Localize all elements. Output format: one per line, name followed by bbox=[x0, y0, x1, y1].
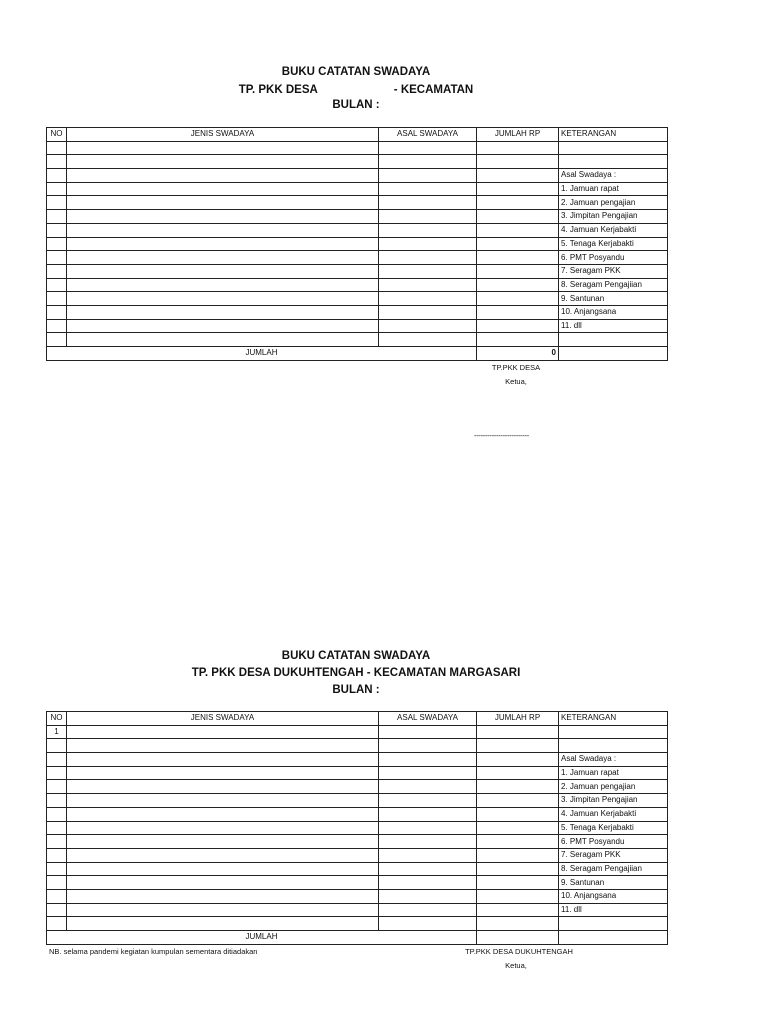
asal-swadaya-cell[interactable] bbox=[379, 169, 477, 183]
row-no-cell[interactable] bbox=[47, 141, 67, 155]
jenis-swadaya-cell[interactable] bbox=[67, 251, 379, 265]
row-no-cell[interactable] bbox=[47, 889, 67, 903]
row-no-cell[interactable] bbox=[47, 753, 67, 767]
jumlah-rp-cell[interactable] bbox=[477, 278, 559, 292]
jumlah-rp-cell[interactable] bbox=[477, 292, 559, 306]
col-header-jenis: JENIS SWADAYA bbox=[67, 712, 379, 726]
jenis-swadaya-cell[interactable] bbox=[67, 780, 379, 794]
row-no-cell[interactable] bbox=[47, 835, 67, 849]
table-header-row bbox=[47, 712, 668, 726]
keterangan-cell[interactable]: 8. Seragam Pengajiian bbox=[559, 278, 668, 292]
jenis-swadaya-cell[interactable] bbox=[67, 876, 379, 890]
signature-role: Ketua, bbox=[505, 961, 527, 970]
table-row bbox=[47, 169, 668, 183]
table-row bbox=[47, 889, 668, 903]
jumlah-rp-cell[interactable] bbox=[477, 917, 559, 931]
col-header-asal: ASAL SWADAYA bbox=[379, 712, 477, 726]
table-row bbox=[47, 780, 668, 794]
keterangan-cell[interactable] bbox=[559, 155, 668, 169]
asal-swadaya-cell[interactable] bbox=[379, 292, 477, 306]
jumlah-rp-cell[interactable] bbox=[477, 182, 559, 196]
asal-swadaya-cell[interactable] bbox=[379, 862, 477, 876]
table-row bbox=[47, 319, 668, 333]
jumlah-rp-cell[interactable] bbox=[477, 739, 559, 753]
total-value bbox=[477, 931, 559, 945]
asal-swadaya-cell[interactable] bbox=[379, 264, 477, 278]
keterangan-cell[interactable]: 2. Jamuan pengajian bbox=[559, 196, 668, 210]
table-row bbox=[47, 766, 668, 780]
jumlah-rp-cell[interactable] bbox=[477, 807, 559, 821]
table-row bbox=[47, 794, 668, 808]
asal-swadaya-cell[interactable] bbox=[379, 141, 477, 155]
jumlah-rp-cell[interactable] bbox=[477, 835, 559, 849]
row-no-cell[interactable]: 1 bbox=[47, 725, 67, 739]
keterangan-cell[interactable]: 2. Jamuan pengajian bbox=[559, 780, 668, 794]
keterangan-cell[interactable]: 11. dll bbox=[559, 319, 668, 333]
table-row bbox=[47, 739, 668, 753]
asal-swadaya-cell[interactable] bbox=[379, 917, 477, 931]
keterangan-cell[interactable] bbox=[559, 917, 668, 931]
row-no-cell[interactable] bbox=[47, 876, 67, 890]
jenis-swadaya-cell[interactable] bbox=[67, 903, 379, 917]
jenis-swadaya-cell[interactable] bbox=[67, 237, 379, 251]
table-row bbox=[47, 305, 668, 319]
jumlah-rp-cell[interactable] bbox=[477, 821, 559, 835]
desa-label: TP. PKK DESA bbox=[238, 84, 318, 96]
bulan-label: BULAN : bbox=[332, 99, 380, 111]
swadaya-table bbox=[46, 127, 668, 361]
jenis-swadaya-cell[interactable] bbox=[67, 725, 379, 739]
table-row bbox=[47, 210, 668, 224]
col-header-keterangan: KETERANGAN bbox=[559, 712, 668, 726]
asal-swadaya-cell[interactable] bbox=[379, 739, 477, 753]
asal-swadaya-cell[interactable] bbox=[379, 780, 477, 794]
jumlah-rp-cell[interactable] bbox=[477, 794, 559, 808]
jumlah-rp-cell[interactable] bbox=[477, 848, 559, 862]
table-row bbox=[47, 917, 668, 931]
asal-swadaya-cell[interactable] bbox=[379, 903, 477, 917]
jenis-swadaya-cell[interactable] bbox=[67, 739, 379, 753]
table-row bbox=[47, 141, 668, 155]
row-no-cell[interactable] bbox=[47, 848, 67, 862]
keterangan-cell[interactable]: 1. Jamuan rapat bbox=[559, 182, 668, 196]
jumlah-rp-cell[interactable] bbox=[477, 305, 559, 319]
jenis-swadaya-cell[interactable] bbox=[67, 835, 379, 849]
col-header-no: NO bbox=[47, 712, 67, 726]
signature-line: ------------------------- bbox=[474, 431, 529, 440]
table-row bbox=[47, 182, 668, 196]
swadaya-table bbox=[46, 711, 668, 945]
asal-swadaya-cell[interactable] bbox=[379, 196, 477, 210]
jenis-swadaya-cell[interactable] bbox=[67, 155, 379, 169]
row-no-cell[interactable] bbox=[47, 264, 67, 278]
table-row bbox=[47, 876, 668, 890]
signature-org: TP.PKK DESA DUKUHTENGAH bbox=[465, 947, 573, 956]
jenis-swadaya-cell[interactable] bbox=[67, 766, 379, 780]
row-no-cell[interactable] bbox=[47, 780, 67, 794]
signature-role: Ketua, bbox=[505, 377, 527, 386]
bulan-label: BULAN : bbox=[332, 684, 380, 696]
total-label: JUMLAH bbox=[47, 931, 477, 945]
row-no-cell[interactable] bbox=[47, 807, 67, 821]
table-row bbox=[47, 725, 668, 739]
row-no-cell[interactable] bbox=[47, 169, 67, 183]
keterangan-cell[interactable]: 9. Santunan bbox=[559, 292, 668, 306]
col-header-no: NO bbox=[47, 128, 67, 142]
asal-swadaya-cell[interactable] bbox=[379, 223, 477, 237]
jenis-swadaya-cell[interactable] bbox=[67, 319, 379, 333]
row-no-cell[interactable] bbox=[47, 766, 67, 780]
keterangan-cell[interactable]: 6. PMT Posyandu bbox=[559, 835, 668, 849]
asal-swadaya-cell[interactable] bbox=[379, 821, 477, 835]
asal-swadaya-cell[interactable] bbox=[379, 889, 477, 903]
table-header-row bbox=[47, 128, 668, 142]
keterangan-cell[interactable] bbox=[559, 739, 668, 753]
row-no-cell[interactable] bbox=[47, 155, 67, 169]
asal-swadaya-cell[interactable] bbox=[379, 766, 477, 780]
jenis-swadaya-cell[interactable] bbox=[67, 889, 379, 903]
jenis-swadaya-cell[interactable] bbox=[67, 794, 379, 808]
form-title: BUKU CATATAN SWADAYA bbox=[281, 650, 431, 662]
asal-swadaya-cell[interactable] bbox=[379, 848, 477, 862]
total-value: 0 bbox=[477, 347, 559, 361]
signature-org: TP.PKK DESA bbox=[491, 363, 541, 372]
asal-swadaya-cell[interactable] bbox=[379, 725, 477, 739]
form-title: BUKU CATATAN SWADAYA bbox=[281, 66, 431, 78]
col-header-jenis: JENIS SWADAYA bbox=[67, 128, 379, 142]
form-subtitle: TP. PKK DESA DUKUHTENGAH - KECAMATAN MARGASARI bbox=[191, 667, 521, 679]
jenis-swadaya-cell[interactable] bbox=[67, 141, 379, 155]
keterangan-cell[interactable]: 5. Tenaga Kerjabakti bbox=[559, 237, 668, 251]
keterangan-cell[interactable]: 3. Jimpitan Pengajian bbox=[559, 210, 668, 224]
jumlah-rp-cell[interactable] bbox=[477, 319, 559, 333]
table-row bbox=[47, 237, 668, 251]
jenis-swadaya-cell[interactable] bbox=[67, 210, 379, 224]
asal-swadaya-cell[interactable] bbox=[379, 794, 477, 808]
row-no-cell[interactable] bbox=[47, 821, 67, 835]
row-no-cell[interactable] bbox=[47, 196, 67, 210]
jumlah-rp-cell[interactable] bbox=[477, 889, 559, 903]
row-no-cell[interactable] bbox=[47, 862, 67, 876]
table-row bbox=[47, 903, 668, 917]
jenis-swadaya-cell[interactable] bbox=[67, 169, 379, 183]
jumlah-rp-cell[interactable] bbox=[477, 237, 559, 251]
row-no-cell[interactable] bbox=[47, 210, 67, 224]
row-no-cell[interactable] bbox=[47, 319, 67, 333]
row-no-cell[interactable] bbox=[47, 237, 67, 251]
table-row bbox=[47, 155, 668, 169]
jenis-swadaya-cell[interactable] bbox=[67, 264, 379, 278]
table-row bbox=[47, 333, 668, 347]
total-label: JUMLAH bbox=[47, 347, 477, 361]
asal-swadaya-cell[interactable] bbox=[379, 753, 477, 767]
jenis-swadaya-cell[interactable] bbox=[67, 292, 379, 306]
jenis-swadaya-cell[interactable] bbox=[67, 848, 379, 862]
row-no-cell[interactable] bbox=[47, 917, 67, 931]
row-no-cell[interactable] bbox=[47, 292, 67, 306]
jenis-swadaya-cell[interactable] bbox=[67, 305, 379, 319]
asal-swadaya-cell[interactable] bbox=[379, 182, 477, 196]
kecamatan-label: - KECAMATAN bbox=[393, 84, 474, 96]
table-row bbox=[47, 821, 668, 835]
table-row bbox=[47, 862, 668, 876]
total-row bbox=[47, 347, 668, 361]
asal-swadaya-cell[interactable] bbox=[379, 237, 477, 251]
table-row bbox=[47, 753, 668, 767]
jumlah-rp-cell[interactable] bbox=[477, 264, 559, 278]
asal-swadaya-cell[interactable] bbox=[379, 807, 477, 821]
asal-swadaya-cell[interactable] bbox=[379, 305, 477, 319]
asal-swadaya-cell[interactable] bbox=[379, 278, 477, 292]
keterangan-cell[interactable] bbox=[559, 725, 668, 739]
keterangan-cell[interactable]: 4. Jamuan Kerjabakti bbox=[559, 223, 668, 237]
total-keterangan-cell bbox=[559, 347, 668, 361]
col-header-keterangan: KETERANGAN bbox=[559, 128, 668, 142]
keterangan-cell[interactable]: 5. Tenaga Kerjabakti bbox=[559, 821, 668, 835]
jumlah-rp-cell[interactable] bbox=[477, 876, 559, 890]
keterangan-cell[interactable]: 8. Seragam Pengajiian bbox=[559, 862, 668, 876]
asal-swadaya-cell[interactable] bbox=[379, 155, 477, 169]
table-row bbox=[47, 264, 668, 278]
keterangan-cell[interactable]: 10. Anjangsana bbox=[559, 889, 668, 903]
row-no-cell[interactable] bbox=[47, 794, 67, 808]
keterangan-cell[interactable]: 11. dll bbox=[559, 903, 668, 917]
keterangan-cell[interactable]: 6. PMT Posyandu bbox=[559, 251, 668, 265]
jumlah-rp-cell[interactable] bbox=[477, 223, 559, 237]
row-no-cell[interactable] bbox=[47, 333, 67, 347]
row-no-cell[interactable] bbox=[47, 903, 67, 917]
keterangan-cell[interactable]: 7. Seragam PKK bbox=[559, 264, 668, 278]
table-row bbox=[47, 292, 668, 306]
asal-swadaya-cell[interactable] bbox=[379, 210, 477, 224]
asal-swadaya-cell[interactable] bbox=[379, 251, 477, 265]
jenis-swadaya-cell[interactable] bbox=[67, 821, 379, 835]
col-header-jumlah: JUMLAH RP bbox=[477, 712, 559, 726]
jumlah-rp-cell[interactable] bbox=[477, 903, 559, 917]
jumlah-rp-cell[interactable] bbox=[477, 333, 559, 347]
jenis-swadaya-cell[interactable] bbox=[67, 196, 379, 210]
keterangan-cell[interactable]: Asal Swadaya : bbox=[559, 169, 668, 183]
jenis-swadaya-cell[interactable] bbox=[67, 753, 379, 767]
keterangan-cell[interactable]: 10. Anjangsana bbox=[559, 305, 668, 319]
keterangan-cell[interactable]: 1. Jamuan rapat bbox=[559, 766, 668, 780]
keterangan-cell[interactable]: 7. Seragam PKK bbox=[559, 848, 668, 862]
asal-swadaya-cell[interactable] bbox=[379, 835, 477, 849]
total-keterangan-cell bbox=[559, 931, 668, 945]
keterangan-cell[interactable]: Asal Swadaya : bbox=[559, 753, 668, 767]
jenis-swadaya-cell[interactable] bbox=[67, 223, 379, 237]
table-row bbox=[47, 807, 668, 821]
row-no-cell[interactable] bbox=[47, 278, 67, 292]
keterangan-cell[interactable]: 4. Jamuan Kerjabakti bbox=[559, 807, 668, 821]
total-row bbox=[47, 931, 668, 945]
col-header-jumlah: JUMLAH RP bbox=[477, 128, 559, 142]
jumlah-rp-cell[interactable] bbox=[477, 155, 559, 169]
keterangan-cell[interactable]: 9. Santunan bbox=[559, 876, 668, 890]
form-subtitle bbox=[0, 83, 712, 97]
row-no-cell[interactable] bbox=[47, 251, 67, 265]
table-row bbox=[47, 848, 668, 862]
table-row bbox=[47, 223, 668, 237]
jumlah-rp-cell[interactable] bbox=[477, 196, 559, 210]
jenis-swadaya-cell[interactable] bbox=[67, 917, 379, 931]
keterangan-cell[interactable] bbox=[559, 141, 668, 155]
asal-swadaya-cell[interactable] bbox=[379, 876, 477, 890]
jumlah-rp-cell[interactable] bbox=[477, 862, 559, 876]
jenis-swadaya-cell[interactable] bbox=[67, 333, 379, 347]
jenis-swadaya-cell[interactable] bbox=[67, 807, 379, 821]
note-text: NB. selama pandemi kegiatan kumpulan sementara ditiadakan bbox=[49, 947, 258, 956]
asal-swadaya-cell[interactable] bbox=[379, 333, 477, 347]
jumlah-rp-cell[interactable] bbox=[477, 169, 559, 183]
jumlah-rp-cell[interactable] bbox=[477, 766, 559, 780]
table-row bbox=[47, 196, 668, 210]
col-header-asal: ASAL SWADAYA bbox=[379, 128, 477, 142]
asal-swadaya-cell[interactable] bbox=[379, 319, 477, 333]
jenis-swadaya-cell[interactable] bbox=[67, 862, 379, 876]
row-no-cell[interactable] bbox=[47, 305, 67, 319]
jumlah-rp-cell[interactable] bbox=[477, 725, 559, 739]
jenis-swadaya-cell[interactable] bbox=[67, 278, 379, 292]
jenis-swadaya-cell[interactable] bbox=[67, 182, 379, 196]
jumlah-rp-cell[interactable] bbox=[477, 780, 559, 794]
jumlah-rp-cell[interactable] bbox=[477, 210, 559, 224]
jumlah-rp-cell[interactable] bbox=[477, 251, 559, 265]
row-no-cell[interactable] bbox=[47, 739, 67, 753]
keterangan-cell[interactable] bbox=[559, 333, 668, 347]
jumlah-rp-cell[interactable] bbox=[477, 753, 559, 767]
keterangan-cell[interactable]: 3. Jimpitan Pengajian bbox=[559, 794, 668, 808]
jumlah-rp-cell[interactable] bbox=[477, 141, 559, 155]
table-row bbox=[47, 835, 668, 849]
row-no-cell[interactable] bbox=[47, 182, 67, 196]
table-row bbox=[47, 278, 668, 292]
row-no-cell[interactable] bbox=[47, 223, 67, 237]
table-row bbox=[47, 251, 668, 265]
